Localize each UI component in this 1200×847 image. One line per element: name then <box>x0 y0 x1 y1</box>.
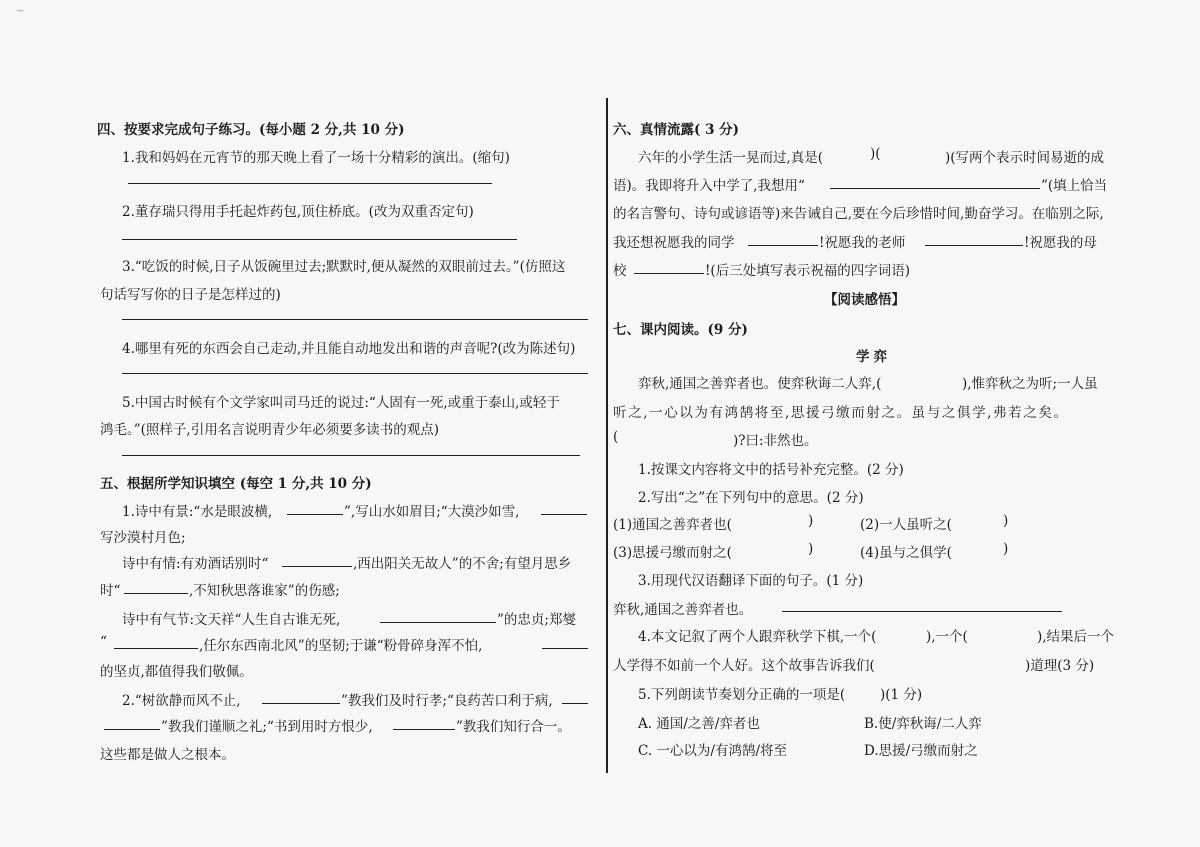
fill-blank[interactable] <box>542 648 588 649</box>
fill-blank[interactable] <box>634 273 704 274</box>
option-b[interactable]: B.使/弈秋诲/二人弈 <box>864 716 982 732</box>
s5-l5b: ”的忠贞;郑燮 <box>497 612 576 628</box>
s5-l4b: ,不知秋思落谁家”的伤感; <box>189 583 340 599</box>
q2-opt2: (2)一人虽听之( <box>860 517 952 533</box>
s4-q4: 4.哪里有死的东西会自己走动,并且能自动地发出和谐的声音呢?(改为陈述句) <box>122 341 576 357</box>
q2-opt1-close: ) <box>808 513 814 529</box>
s7-q1: 1.按课文内容将文中的括号补充完整。(2 分) <box>638 462 904 478</box>
q2-opt4-close: ) <box>1003 541 1009 557</box>
fill-blank[interactable] <box>562 703 588 704</box>
s5-l8a: 2.“树欲静而风不止, <box>122 693 241 709</box>
s7-q2: 2.写出“之”在下列句中的意思。(2 分) <box>638 490 864 506</box>
section7-heading: 七、课内阅读。(9 分) <box>613 322 748 338</box>
fill-blank[interactable] <box>282 566 352 567</box>
s7-q4-l2b: )道理(3 分) <box>1025 658 1095 674</box>
s7-q4-l1c: ),结果后一个 <box>1037 629 1115 645</box>
s6-l4a: 我还想祝愿我的同学 <box>613 235 735 251</box>
fill-blank[interactable] <box>287 514 343 515</box>
option-a[interactable]: A. 通国/之善/弈者也 <box>638 716 760 732</box>
s4-q3-line1: 3.“吃饭的时候,日子从饭碗里过去;默默时,便从凝然的双眼前过去。”(仿照这 <box>122 259 566 275</box>
s6-l2a: 语)。我即将升入中学了,我想用“ <box>613 178 805 194</box>
s7-q4-l1b: ),一个( <box>926 629 968 645</box>
answer-line[interactable] <box>122 319 588 320</box>
s5-l3a: 诗中有情:有劝酒话别时“ <box>122 556 269 572</box>
passage-p1a: 弈秋,通国之善弈者也。使弈秋诲二人弈,( <box>638 376 882 392</box>
fill-blank[interactable] <box>393 729 455 730</box>
s5-l4a: 时“ <box>100 583 121 599</box>
fill-blank[interactable] <box>380 622 496 623</box>
s6-l1b: )( <box>870 146 881 162</box>
q2-opt3: (3)思援弓缴而射之( <box>613 545 732 561</box>
q2-opt4: (4)虽与之俱学( <box>860 545 952 561</box>
s6-l1a: 六年的小学生活一晃而过,真是( <box>638 150 824 166</box>
fill-blank[interactable] <box>104 729 160 730</box>
column-divider <box>606 98 608 773</box>
s7-q3: 3.用现代汉语翻译下面的句子。(1 分) <box>638 573 864 589</box>
option-c[interactable]: C. 一心以为/有鸿鹄/将至 <box>638 743 788 759</box>
s6-l5a: 校 <box>613 263 627 279</box>
s5-l2: 写沙漠村月色; <box>100 530 186 546</box>
fill-blank[interactable] <box>124 593 188 594</box>
q2-opt2-close: ) <box>1003 513 1009 529</box>
fill-blank[interactable] <box>925 245 1023 246</box>
fill-blank[interactable] <box>830 188 1040 189</box>
fill-blank[interactable] <box>541 514 587 515</box>
s7-q4-l2a: 人学得不如前一个人好。这个故事告诉我们( <box>613 658 875 674</box>
s4-q5-line2: 鸿毛。”(照样子,引用名言说明青少年必须要多读书的观点) <box>100 422 439 438</box>
s5-l1b: ”,写山水如眉目;“大漠沙如雪, <box>344 504 520 520</box>
s5-l9b: ”教我们知行合一。 <box>456 719 571 735</box>
passage-p3b: )?曰:非然也。 <box>733 433 818 449</box>
s6-l2b: ”(填上恰当 <box>1041 178 1108 194</box>
s7-q5: 5.下列朗读节奏划分正确的一项是( <box>638 687 846 703</box>
s5-l1a: 1.诗中有景:“水是眼波横, <box>122 504 273 520</box>
reading-label: 【阅读感悟】 <box>824 292 905 308</box>
s7-q4-l1a: 4.本文记叙了两个人跟弈秋学下棋,一个( <box>638 629 877 645</box>
fill-blank[interactable] <box>748 245 818 246</box>
s4-q1: 1.我和妈妈在元宵节的那天晚上看了一场十分精彩的演出。(缩句) <box>122 150 510 166</box>
answer-line[interactable] <box>122 373 588 374</box>
q2-opt3-close: ) <box>808 541 814 557</box>
s6-l4b: !祝愿我的老师 <box>819 235 906 251</box>
s6-l4c: !祝愿我的母 <box>1024 235 1097 251</box>
s6-l5b: !(后三处填写表示祝福的四字词语) <box>705 263 910 279</box>
s5-l3b: ,西出阳关无故人”的不舍;有望月思乡 <box>353 556 572 572</box>
s7-q3-sentence: 弈秋,通国之善弈者也。 <box>613 602 753 618</box>
passage-p3a: ( <box>613 429 619 445</box>
s4-q3-line2: 句话写写你的日子是怎样过的) <box>100 287 281 303</box>
corner-mark: ~ <box>16 6 25 17</box>
option-d[interactable]: D.思援/弓缴而射之 <box>864 743 978 759</box>
s5-l5a: 诗中有气节:文天祥“人生自古谁无死, <box>122 612 341 628</box>
s4-q2: 2.董存瑞只得用手托起炸药包,顶住桥底。(改为双重否定句) <box>122 204 474 220</box>
q2-opt1: (1)通国之善弈者也( <box>613 517 732 533</box>
fill-blank[interactable] <box>262 703 340 704</box>
s5-l8b: ”教我们及时行孝;“良药苦口利于病, <box>341 693 553 709</box>
passage-p2: 听之,一心以为有鸿鹄将至,思援弓缴而射之。虽与之俱学,弗若之矣。 <box>613 405 1069 421</box>
fill-blank[interactable] <box>114 648 198 649</box>
s5-l10: 这些都是做人之根本。 <box>100 747 235 763</box>
answer-line[interactable] <box>782 611 1062 612</box>
answer-line[interactable] <box>122 239 517 240</box>
section6-heading: 六、真情流露( 3 分) <box>613 122 740 138</box>
s4-q5-line1: 5.中国古时候有个文学家叫司马迁的说过:“人固有一死,或重于泰山,或轻于 <box>122 395 560 411</box>
s5-l6b: ,任尔东西南北风”的坚韧;于谦“粉骨碎身浑不怕, <box>199 638 483 654</box>
section4-heading: 四、按要求完成句子练习。(每小题 2 分,共 10 分) <box>97 122 405 138</box>
s5-l7: 的坚贞,都值得我们敬佩。 <box>100 664 253 680</box>
s6-l3: 的名言警句、诗句或谚语等)来告诫自己,要在今后珍惜时间,勤奋学习。在临别之际, <box>613 206 1104 222</box>
section5-heading: 五、根据所学知识填空 (每空 1 分,共 10 分) <box>100 476 372 492</box>
s5-l9a: ”教我们谨顺之礼;“书到用时方恨少, <box>161 719 373 735</box>
s7-q5b: )(1 分) <box>880 687 923 703</box>
passage-title: 学弈 <box>856 349 891 365</box>
s5-l6a: “ <box>100 634 107 650</box>
passage-p1b: ),惟弈秋之为听;一人虽 <box>962 376 1098 392</box>
s6-l1c: )(写两个表示时间易逝的成 <box>945 150 1105 166</box>
answer-line[interactable] <box>128 183 492 184</box>
answer-line[interactable] <box>122 455 580 456</box>
